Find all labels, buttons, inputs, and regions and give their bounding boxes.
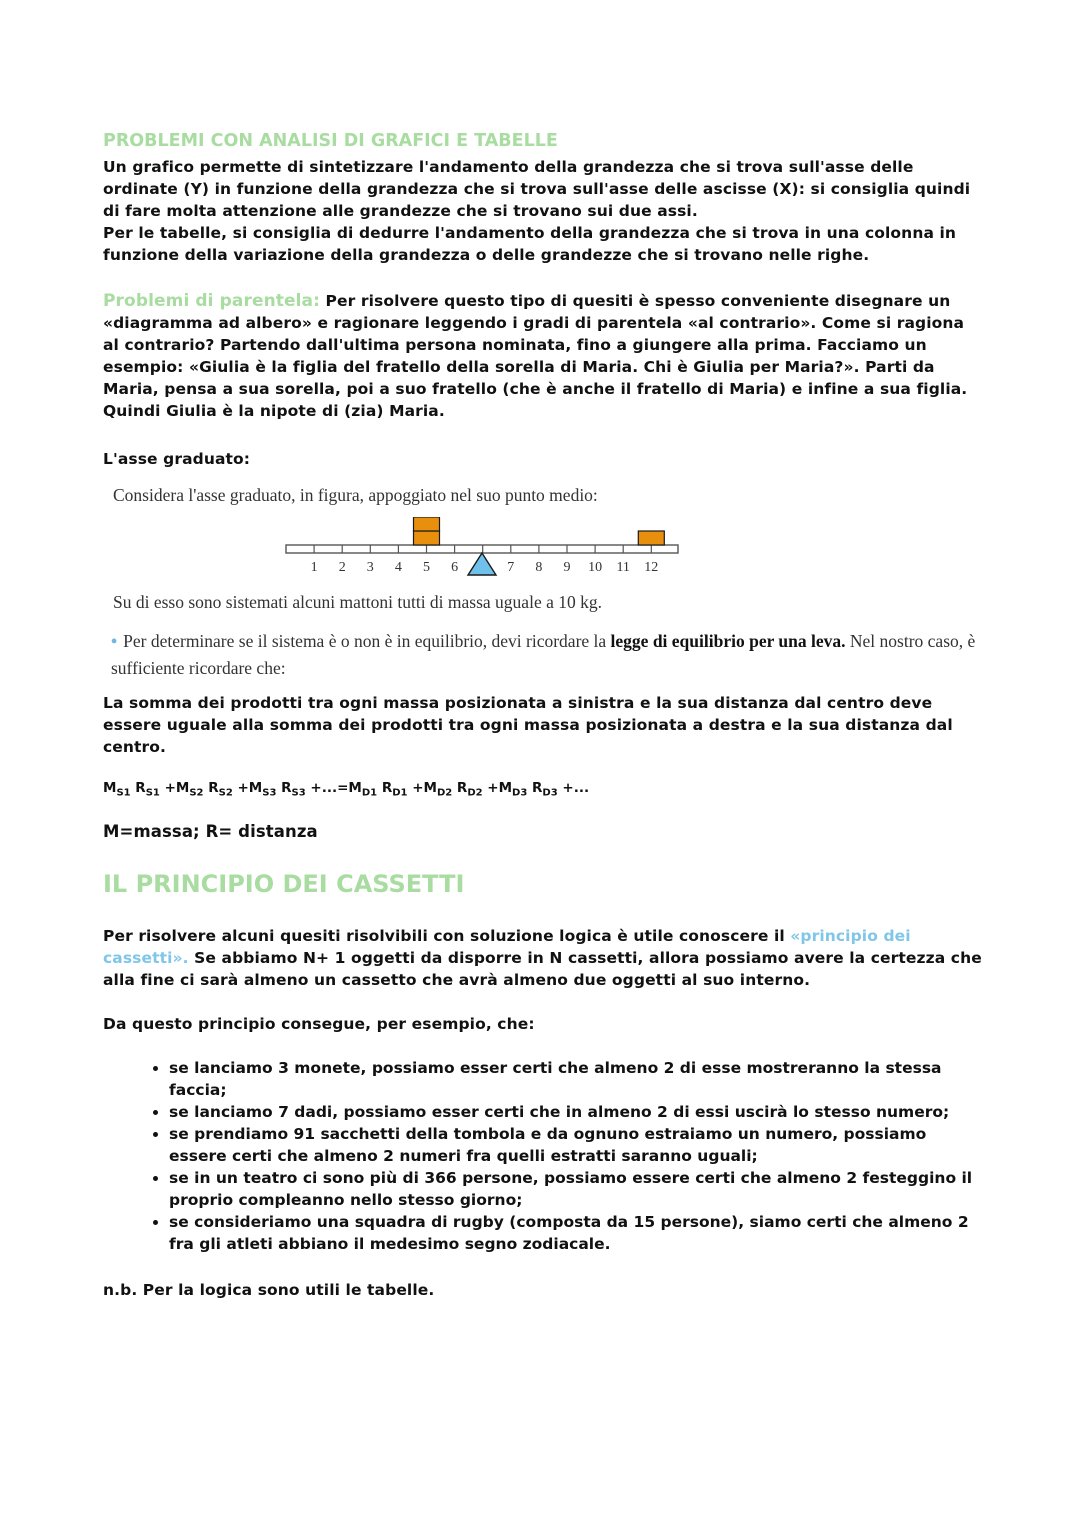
tick-label: 7: [507, 560, 515, 575]
fulcrum-triangle: [468, 553, 496, 575]
paragraph-cassetti: [103, 925, 983, 991]
examples-list: [103, 1057, 983, 1255]
formula-definitions: M=massa; R= distanza: [103, 821, 318, 841]
tick-label: 12: [644, 560, 659, 575]
list-item: • se prendiamo 91 sacchetti della tombola e da ognuno estraiamo un numero, possiamo essere certi che almeno 2 numeri fra quelli estratti saranno uguali;: [169, 1123, 983, 1167]
cassetti-highlight: «principio dei cassetti».: [103, 926, 911, 967]
lever-diagram: [283, 517, 683, 579]
paragraph-consequence: Da questo principio consegue, per esempio, che:: [103, 1014, 535, 1033]
brick: [414, 517, 440, 531]
parentela-heading: Problemi di parentela:: [103, 291, 321, 311]
bullet-text-pre: Per determinare se il sistema è o non è in equilibrio, devi ricordare la: [123, 631, 611, 651]
tick-label: 6: [451, 560, 459, 575]
list-item: • se consideriamo una squadra di rugby (composta da 15 persone), siamo certi che almeno 2 fra gli atleti abbiano il medesimo segno zodiacale.: [169, 1211, 983, 1255]
cassetti-text-post: Se abbiamo N+ 1 oggetti da disporre in N cassetti, allora possiamo avere la certezza che alla fine ci sarà almeno un cassetto che avrà almeno due oggetti al suo interno.: [103, 948, 982, 989]
bullet-text-post: Nel nostro caso, è sufficiente ricordare che:: [111, 631, 976, 678]
list-item: • se in un teatro ci sono più di 366 persone, possiamo essere certi che almeno 2 festeggino il proprio compleanno nello stesso giorno;: [169, 1167, 983, 1211]
lever-rule: La somma dei prodotti tra ogni massa posizionata a sinistra e la sua distanza dal centro deve essere uguale alla somma dei prodotti tra ogni massa posizionata a destra e la sua distanza dal centro.: [103, 694, 953, 756]
paragraph-parentela: [103, 290, 983, 422]
list-item: • se lanciamo 7 dadi, possiamo esser certi che in almeno 2 di essi uscirà lo stesso numero;: [169, 1101, 983, 1123]
note-tabelle: n.b. Per la logica sono utili le tabelle.: [103, 1280, 435, 1299]
paragraph-tabelle: Per le tabelle, si consiglia di dedurre l'andamento della grandezza che si trova in una colonna in funzione della variazione della grandezza o delle grandezze che si trovano nelle righe.: [103, 224, 957, 264]
tick-label: 10: [588, 560, 603, 575]
lever-law-bullet: [103, 628, 983, 682]
brick: [638, 531, 664, 545]
paragraph-grafici: Un grafico permette di sintetizzare l'andamento della grandezza che si trova sull'asse delle ordinate (Y) in funzione della grandezza che si trova sull'asse delle ascisse (X): si consiglia quindi di fare molta attenzione alle grandezze che si trovano sui due assi.: [103, 158, 971, 220]
notes-page: [103, 130, 983, 1301]
tick-label: 5: [423, 560, 430, 575]
tick-label: 2: [338, 560, 346, 575]
asse-intro: Considera l'asse graduato, in figura, appoggiato nel suo punto medio:: [113, 485, 598, 505]
cassetti-text-pre: Per risolvere alcuni quesiti risolvibili con soluzione logica è utile conoscere il: [103, 926, 791, 945]
bullet-text-bold: legge di equilibrio per una leva.: [610, 631, 846, 651]
section-title-cassetti: IL PRINCIPIO DEI CASSETTI: [103, 869, 465, 898]
asse-after: Su di esso sono sistemati alcuni mattoni tutti di massa uguale a 10 kg.: [113, 592, 602, 612]
tick-label: 9: [563, 560, 571, 575]
tick-label: 11: [616, 560, 630, 575]
tick-label: 1: [310, 560, 318, 575]
bricks: [414, 517, 665, 545]
asse-title: L'asse graduato:: [103, 450, 251, 468]
tick-label: 8: [535, 560, 543, 575]
tick-label: 4: [394, 560, 402, 575]
section-title-grafici: PROBLEMI CON ANALISI DI GRAFICI E TABELLE: [103, 131, 558, 151]
tick-label: 3: [366, 560, 374, 575]
lever-figure: [283, 517, 683, 579]
bullet-dot: •: [111, 631, 118, 651]
parentela-text: Per risolvere questo tipo di quesiti è spesso conveniente disegnare un «diagramma ad albero» e ragionare leggendo i gradi di parentela «al contrario». Come si ragiona al contrario? Partendo dall'ultima persona nominata, fino a giungere alla prima. Facciamo un esempio: «Giulia è la figlia del fratello della sorella di Maria. Chi è Giulia per Maria?». Parti da Maria, pensa a sua sorella, poi a suo fratello (che è anche il fratello di Maria) e infine a sua figlia. Quindi Giulia è la nipote di (zia) Maria.: [103, 292, 968, 420]
list-item: • se lanciamo 3 monete, possiamo esser certi che almeno 2 di esse mostreranno la stessa faccia;: [169, 1057, 983, 1101]
brick: [414, 531, 440, 545]
lever-formula: $M_{S1}$ $R_{S1} +M_{S2}$ $R_{S2} +M_{S3}$ $R_{S3} +...=M_{D1}$ $R_{D1} +M_{D2}$ $R_{D2} +M_{D3}$ $R_{D3}$ +...: [103, 780, 590, 799]
